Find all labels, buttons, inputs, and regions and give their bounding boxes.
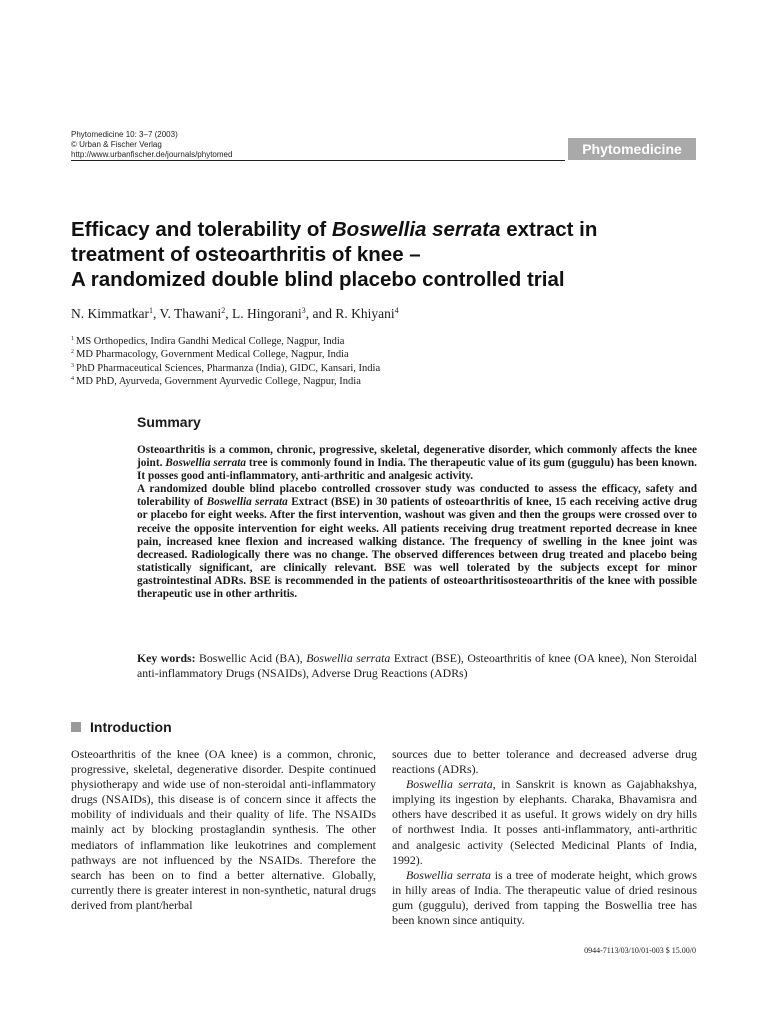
title-line-1	[71, 217, 711, 242]
abstract-text: tree is commonly found in India. The therapeutic value of its gum (guggulu) has been known. It posses good anti-inflammatory, anti-arthritic and analgesic activity.	[137, 457, 697, 483]
article-title	[71, 217, 711, 292]
affiliation-text: MD Pharmacology, Government Medical College, Nagpur, India	[76, 349, 349, 361]
journal-badge: Phytomedicine	[568, 138, 696, 160]
affiliation-number: 3	[71, 362, 74, 369]
introduction-heading-text: Introduction	[90, 719, 172, 735]
body-text: , in Sanskrit is known as Gajabhakshya, implying its ingestion by elephants. Charaka, Bhavamisra and others have described it as useful. It grows widely on dry hills of northwest India. It posses anti-inflammatory, anti-arthritic and analgesic activity (Selected Medicinal Plants of India, 1992).	[392, 777, 697, 867]
keywords	[137, 651, 697, 681]
summary-heading: Summary	[137, 414, 201, 430]
abstract-text: A randomized double blind placebo controlled crossover study was conducted to assess the efficacy, safety and tolerability of	[137, 483, 697, 509]
affiliation-number: 1	[71, 336, 74, 342]
title-species-name: Boswellia serrata	[331, 218, 501, 241]
author-affiliation-mark: 3	[301, 306, 306, 315]
journal-meta	[71, 130, 232, 160]
author-separator: ,	[225, 306, 232, 321]
affiliation-number: 4	[71, 376, 74, 383]
author-separator: ,	[152, 306, 160, 321]
affiliation	[71, 362, 380, 375]
abstract	[137, 444, 697, 601]
citation-line: Phytomedicine 10: 3–7 (2003)	[71, 130, 178, 139]
article-code: 0944-7113/03/10/01-003 $ 15.00/0	[584, 946, 696, 955]
keywords-species-name: Boswellia serrata	[306, 651, 391, 665]
title-line-2: treatment of osteoarthritis of knee –	[71, 243, 421, 266]
affiliation-text: MD PhD, Ayurveda, Government Ayurvedic College, Nagpur, India	[76, 376, 361, 388]
affiliation-list	[71, 335, 380, 389]
affiliation-text: MS Orthopedics, Indira Gandhi Medical College, Nagpur, India	[76, 336, 345, 347]
author-separator: , and	[305, 306, 336, 321]
title-text: extract in	[500, 218, 598, 241]
body-paragraph: sources due to better tolerance and decreased adverse drug reactions (ADRs).	[392, 747, 697, 777]
abstract-species-name: Boswellia serrata	[206, 496, 288, 509]
author	[160, 306, 233, 321]
keywords-label: Key words:	[137, 651, 196, 665]
author-affiliation-mark: 2	[221, 306, 226, 315]
affiliation	[71, 375, 380, 388]
abstract-paragraph-1	[137, 444, 697, 483]
abstract-species-name: Boswellia serrata	[165, 457, 246, 470]
section-square-icon	[71, 722, 81, 732]
author	[232, 306, 335, 321]
body-paragraph	[392, 777, 697, 868]
body-paragraph: Osteoarthritis of the knee (OA knee) is a common, chronic, progressive, skeletal, degenerative disorder. Despite continued physiotherapy and wide use of non-steroidal anti-inflammatory drugs (NSAIDs), this disease is of concern since it affects the mobility of individuals and their quality of life. The NSAIDs mainly act by blocking prostaglandin synthesis. The other mediators of inflammation like leukotrines and complement pathways are not influenced by the NSAIDs. Therefore the search has been on to find a better alternative. Globally, currently there is greater interest in non-synthetic, natural drugs derived from plant/herbal	[71, 747, 376, 912]
author-name: L. Hingorani	[232, 306, 302, 321]
body-paragraph	[392, 868, 697, 928]
affiliation-number: 2	[71, 349, 74, 356]
author-name: V. Thawani	[159, 306, 222, 321]
body-species-name: Boswellia serrata	[406, 867, 492, 882]
body-species-name: Boswellia serrata	[406, 777, 493, 792]
keywords-text: Extract (BSE), Osteoarthritis of knee (OA knee), Non Steroidal anti-inflammatory Drugs (NSAIDs), Adverse Drug Reactions (ADRs)	[137, 651, 697, 680]
author-name: R. Khiyani	[335, 306, 395, 321]
affiliation	[71, 335, 380, 348]
author	[71, 306, 160, 321]
abstract-text: Osteoarthritis is a common, chronic, progressive, skeletal, degenerative disorder, which commonly affects the knee joint.	[137, 444, 697, 470]
introduction-heading	[71, 718, 172, 736]
keywords-text: Boswellic Acid (BA),	[195, 651, 307, 665]
author-affiliation-mark: 1	[148, 306, 153, 315]
publisher-line: © Urban & Fischer Verlag	[71, 140, 162, 149]
author-affiliation-mark: 4	[394, 306, 399, 315]
body-column-left	[71, 747, 376, 913]
journal-url: http://www.urbanfischer.de/journals/phytomed	[71, 150, 233, 159]
header-divider	[71, 160, 565, 161]
title-text: Efficacy and tolerability of	[71, 218, 332, 241]
body-column-right	[392, 747, 697, 928]
affiliation	[71, 348, 380, 361]
author	[335, 306, 398, 321]
author-name: N. Kimmatkar	[71, 306, 149, 321]
body-text: is a tree of moderate height, which grows in hilly areas of India. The therapeutic value of dried resinous gum (guggulu), derived from tapping the Boswellia tree has been known since antiquity.	[392, 867, 697, 928]
abstract-text: Extract (BSE) in 30 patients of osteoarthritis of knee, 15 each receiving active drug or placebo for eight weeks. After the first intervention, washout was given and then the groups were crossed over to receive the opposite intervention for eight weeks. All patients receiving drug treatment reported decrease in knee pain, increased knee flexion and increased walking distance. The frequency of swelling in the knee joint was decreased. Radiologically there was no change. The observed differences between drug treated and placebo being statistically significant, are clinically relevant. BSE was well tolerated by the subjects except for minor gastrointestinal ADRs. BSE is recommended in the patients of osteoarthritisosteoarthritis of the knee with possible therapeutic use in other arthritis.	[137, 496, 698, 601]
affiliation-text: PhD Pharmaceutical Sciences, Pharmanza (India), GIDC, Kansari, India	[76, 362, 381, 374]
author-list	[71, 306, 399, 322]
abstract-paragraph-2	[137, 483, 697, 601]
title-line-3: A randomized double blind placebo controlled trial	[71, 268, 565, 291]
